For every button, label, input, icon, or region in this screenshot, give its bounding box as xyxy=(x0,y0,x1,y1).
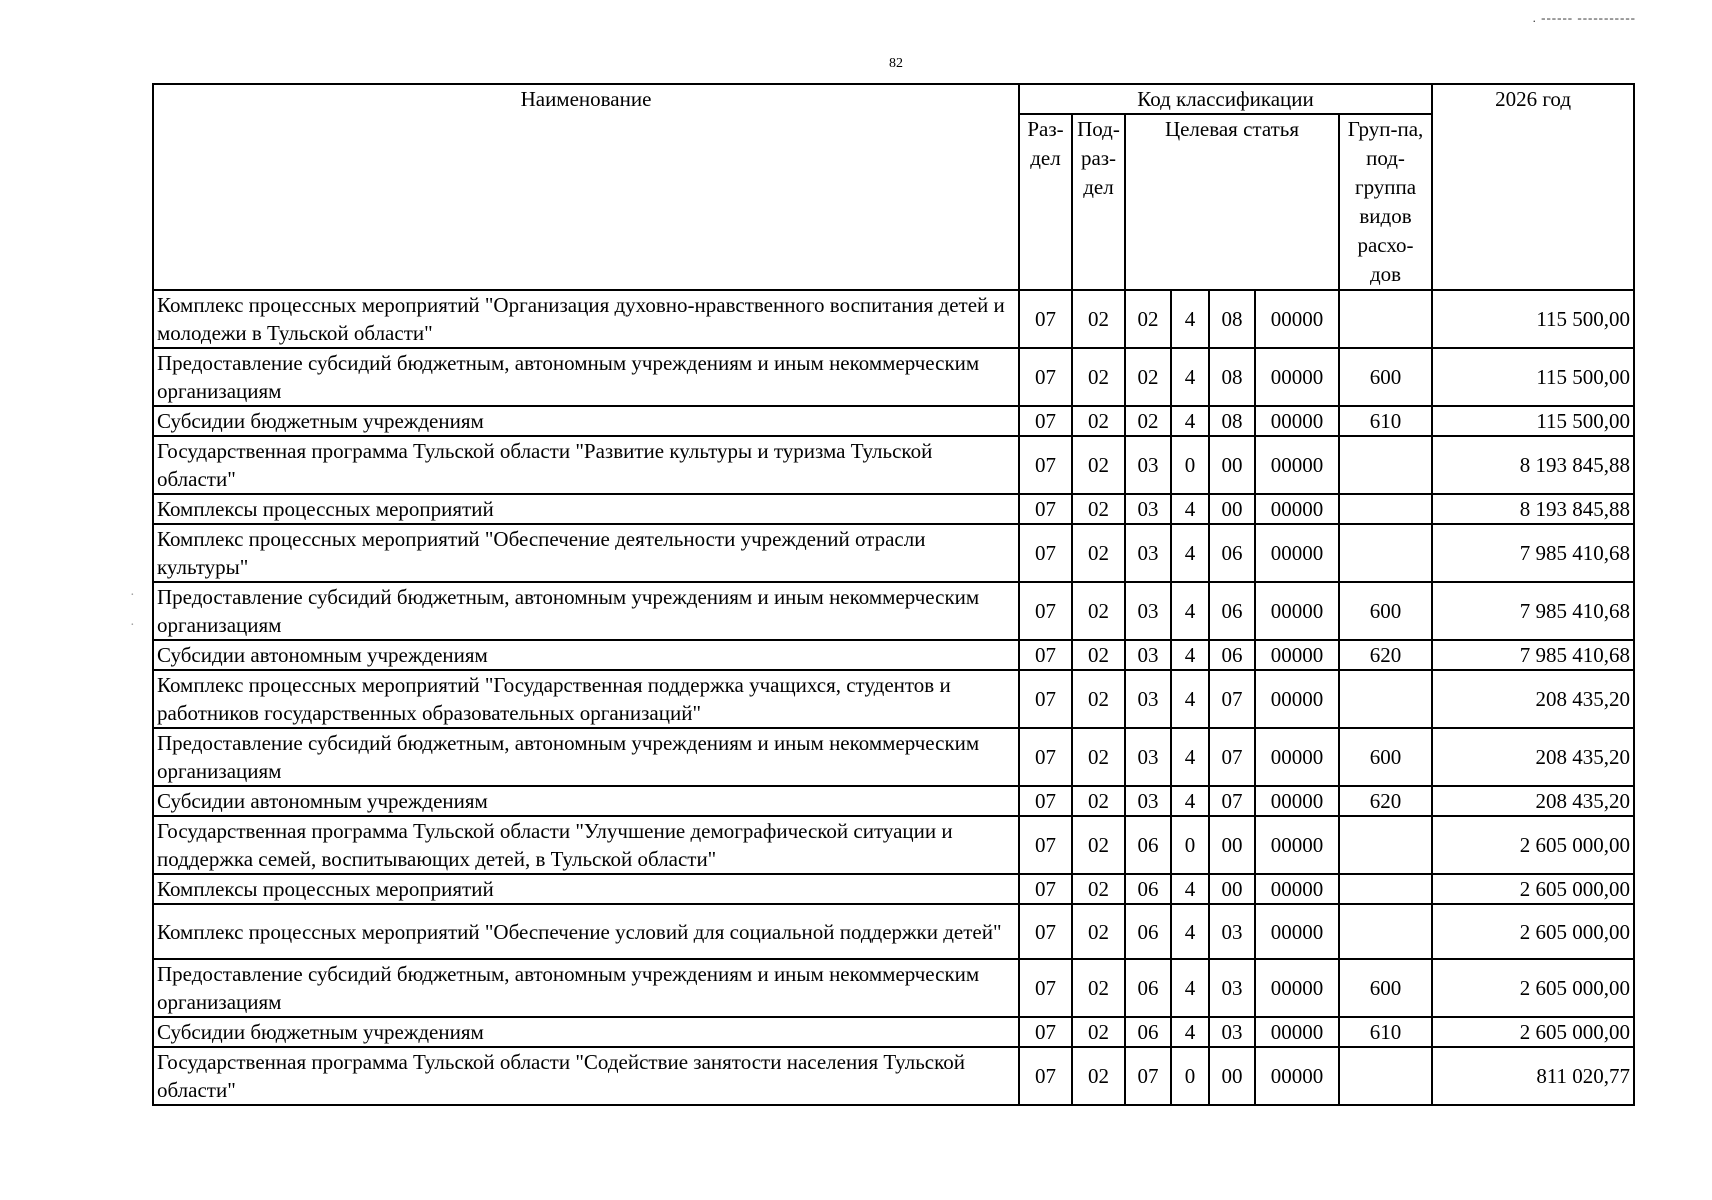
row-sum: 115 500,00 xyxy=(1432,406,1634,436)
row-sum: 115 500,00 xyxy=(1432,348,1634,406)
row-sum: 8 193 845,88 xyxy=(1432,494,1634,524)
table-row xyxy=(153,874,1634,904)
row-sum: 208 435,20 xyxy=(1432,786,1634,816)
header-classification: Код классификации xyxy=(1019,84,1432,114)
row-target-subprogram: 08 xyxy=(1209,406,1255,436)
header-target: Целевая статья xyxy=(1125,114,1339,290)
row-razdel: 07 xyxy=(1019,904,1072,959)
row-razdel: 07 xyxy=(1019,290,1072,348)
row-razdel: 07 xyxy=(1019,1047,1072,1105)
row-name: Предоставление субсидий бюджетным, автономным учреждениям и иным некоммерческим организациям xyxy=(153,582,1019,640)
row-group xyxy=(1339,874,1432,904)
row-name: Комплексы процессных мероприятий xyxy=(153,874,1019,904)
margin-mark: · xyxy=(130,588,135,603)
row-group: 610 xyxy=(1339,1017,1432,1047)
row-podrazdel: 02 xyxy=(1072,1047,1125,1105)
row-group xyxy=(1339,436,1432,494)
row-group xyxy=(1339,904,1432,959)
row-podrazdel: 02 xyxy=(1072,406,1125,436)
row-target-subprogram: 06 xyxy=(1209,524,1255,582)
row-group xyxy=(1339,670,1432,728)
row-target-program: 03 xyxy=(1125,786,1171,816)
margin-mark: · xyxy=(130,618,135,633)
table-row xyxy=(153,494,1634,524)
row-razdel: 07 xyxy=(1019,1017,1072,1047)
row-target-direction: 4 xyxy=(1171,582,1209,640)
row-target-code: 00000 xyxy=(1255,904,1339,959)
table-row xyxy=(153,1017,1634,1047)
row-name: Государственная программа Тульской области "Улучшение демографической ситуации и поддержка семей, воспитывающих детей, в Тульской области" xyxy=(153,816,1019,874)
row-target-code: 00000 xyxy=(1255,1047,1339,1105)
row-target-subprogram: 00 xyxy=(1209,436,1255,494)
row-target-code: 00000 xyxy=(1255,874,1339,904)
row-target-code: 00000 xyxy=(1255,816,1339,874)
row-name: Комплекс процессных мероприятий "Обеспечение деятельности учреждений отрасли культуры" xyxy=(153,524,1019,582)
row-target-direction: 4 xyxy=(1171,1017,1209,1047)
row-target-subprogram: 06 xyxy=(1209,582,1255,640)
row-razdel: 07 xyxy=(1019,816,1072,874)
header-year: 2026 год xyxy=(1432,84,1634,290)
row-target-direction: 4 xyxy=(1171,874,1209,904)
table-row xyxy=(153,436,1634,494)
row-razdel: 07 xyxy=(1019,640,1072,670)
row-sum: 115 500,00 xyxy=(1432,290,1634,348)
row-group: 610 xyxy=(1339,406,1432,436)
row-podrazdel: 02 xyxy=(1072,786,1125,816)
row-target-program: 03 xyxy=(1125,494,1171,524)
budget-table xyxy=(152,83,1635,1106)
row-target-code: 00000 xyxy=(1255,640,1339,670)
row-target-subprogram: 07 xyxy=(1209,728,1255,786)
row-target-program: 03 xyxy=(1125,728,1171,786)
row-sum: 811 020,77 xyxy=(1432,1047,1634,1105)
header-group: Груп-па, под-группа видов расхо-дов xyxy=(1339,114,1432,290)
row-razdel: 07 xyxy=(1019,406,1072,436)
table-row xyxy=(153,904,1634,959)
page-number: 82 xyxy=(889,56,903,71)
table-row xyxy=(153,670,1634,728)
row-target-code: 00000 xyxy=(1255,728,1339,786)
row-group xyxy=(1339,524,1432,582)
row-razdel: 07 xyxy=(1019,786,1072,816)
row-name: Комплексы процессных мероприятий xyxy=(153,494,1019,524)
row-sum: 2 605 000,00 xyxy=(1432,1017,1634,1047)
row-sum: 2 605 000,00 xyxy=(1432,874,1634,904)
row-target-subprogram: 03 xyxy=(1209,1017,1255,1047)
row-target-direction: 4 xyxy=(1171,904,1209,959)
row-name: Комплекс процессных мероприятий "Организация духовно-нравственного воспитания детей и молодежи в Тульской области" xyxy=(153,290,1019,348)
row-target-program: 03 xyxy=(1125,582,1171,640)
row-target-direction: 4 xyxy=(1171,786,1209,816)
row-target-direction: 4 xyxy=(1171,728,1209,786)
row-name: Субсидии автономным учреждениям xyxy=(153,786,1019,816)
table-row xyxy=(153,640,1634,670)
row-target-direction: 4 xyxy=(1171,290,1209,348)
row-target-code: 00000 xyxy=(1255,959,1339,1017)
row-target-direction: 4 xyxy=(1171,670,1209,728)
table-header xyxy=(153,84,1634,290)
row-group: 600 xyxy=(1339,348,1432,406)
row-target-direction: 4 xyxy=(1171,406,1209,436)
row-razdel: 07 xyxy=(1019,436,1072,494)
row-target-direction: 4 xyxy=(1171,348,1209,406)
row-target-program: 06 xyxy=(1125,959,1171,1017)
table-row xyxy=(153,582,1634,640)
row-razdel: 07 xyxy=(1019,670,1072,728)
row-group xyxy=(1339,1047,1432,1105)
row-group: 600 xyxy=(1339,728,1432,786)
row-target-program: 03 xyxy=(1125,524,1171,582)
row-target-subprogram: 07 xyxy=(1209,786,1255,816)
row-group: 600 xyxy=(1339,582,1432,640)
row-target-subprogram: 03 xyxy=(1209,904,1255,959)
row-group xyxy=(1339,290,1432,348)
row-sum: 7 985 410,68 xyxy=(1432,524,1634,582)
row-name: Субсидии бюджетным учреждениям xyxy=(153,406,1019,436)
row-razdel: 07 xyxy=(1019,728,1072,786)
row-target-code: 00000 xyxy=(1255,786,1339,816)
row-target-code: 00000 xyxy=(1255,524,1339,582)
row-name: Субсидии бюджетным учреждениям xyxy=(153,1017,1019,1047)
row-group: 620 xyxy=(1339,786,1432,816)
row-target-subprogram: 00 xyxy=(1209,1047,1255,1105)
row-target-program: 06 xyxy=(1125,904,1171,959)
row-razdel: 07 xyxy=(1019,494,1072,524)
row-target-subprogram: 07 xyxy=(1209,670,1255,728)
table-body xyxy=(153,290,1634,1105)
row-name: Предоставление субсидий бюджетным, автономным учреждениям и иным некоммерческим организациям xyxy=(153,348,1019,406)
row-podrazdel: 02 xyxy=(1072,524,1125,582)
row-razdel: 07 xyxy=(1019,524,1072,582)
table-row xyxy=(153,290,1634,348)
row-podrazdel: 02 xyxy=(1072,640,1125,670)
row-target-subprogram: 00 xyxy=(1209,494,1255,524)
row-target-direction: 4 xyxy=(1171,959,1209,1017)
row-target-direction: 4 xyxy=(1171,640,1209,670)
row-name: Комплекс процессных мероприятий "Обеспечение условий для социальной поддержки детей" xyxy=(153,904,1019,959)
row-target-subprogram: 03 xyxy=(1209,959,1255,1017)
row-podrazdel: 02 xyxy=(1072,494,1125,524)
row-sum: 2 605 000,00 xyxy=(1432,959,1634,1017)
table-row xyxy=(153,959,1634,1017)
row-target-program: 03 xyxy=(1125,640,1171,670)
row-group: 600 xyxy=(1339,959,1432,1017)
row-sum: 2 605 000,00 xyxy=(1432,904,1634,959)
row-target-program: 02 xyxy=(1125,348,1171,406)
row-name: Субсидии автономным учреждениям xyxy=(153,640,1019,670)
row-target-direction: 0 xyxy=(1171,1047,1209,1105)
row-target-code: 00000 xyxy=(1255,436,1339,494)
row-podrazdel: 02 xyxy=(1072,436,1125,494)
row-target-code: 00000 xyxy=(1255,406,1339,436)
row-target-code: 00000 xyxy=(1255,670,1339,728)
row-target-direction: 4 xyxy=(1171,494,1209,524)
row-razdel: 07 xyxy=(1019,874,1072,904)
row-sum: 7 985 410,68 xyxy=(1432,640,1634,670)
row-target-code: 00000 xyxy=(1255,582,1339,640)
row-razdel: 07 xyxy=(1019,348,1072,406)
row-podrazdel: 02 xyxy=(1072,670,1125,728)
row-group xyxy=(1339,816,1432,874)
row-target-code: 00000 xyxy=(1255,290,1339,348)
row-target-program: 03 xyxy=(1125,436,1171,494)
row-target-program: 02 xyxy=(1125,290,1171,348)
row-target-code: 00000 xyxy=(1255,348,1339,406)
row-group xyxy=(1339,494,1432,524)
row-target-direction: 0 xyxy=(1171,436,1209,494)
row-razdel: 07 xyxy=(1019,582,1072,640)
row-target-subprogram: 08 xyxy=(1209,348,1255,406)
row-sum: 8 193 845,88 xyxy=(1432,436,1634,494)
row-sum: 208 435,20 xyxy=(1432,728,1634,786)
row-podrazdel: 02 xyxy=(1072,816,1125,874)
row-target-program: 06 xyxy=(1125,816,1171,874)
row-target-direction: 4 xyxy=(1171,524,1209,582)
row-target-program: 02 xyxy=(1125,406,1171,436)
row-target-code: 00000 xyxy=(1255,1017,1339,1047)
row-target-direction: 0 xyxy=(1171,816,1209,874)
row-target-program: 06 xyxy=(1125,874,1171,904)
row-target-code: 00000 xyxy=(1255,494,1339,524)
table-row xyxy=(153,786,1634,816)
row-target-subprogram: 00 xyxy=(1209,874,1255,904)
row-podrazdel: 02 xyxy=(1072,904,1125,959)
header-razdel: Раз-дел xyxy=(1019,114,1072,290)
table-row xyxy=(153,348,1634,406)
row-name: Предоставление субсидий бюджетным, автономным учреждениям и иным некоммерческим организациям xyxy=(153,959,1019,1017)
row-target-subprogram: 06 xyxy=(1209,640,1255,670)
header-name: Наименование xyxy=(153,84,1019,290)
row-name: Предоставление субсидий бюджетным, автономным учреждениям и иным некоммерческим организациям xyxy=(153,728,1019,786)
row-sum: 208 435,20 xyxy=(1432,670,1634,728)
row-target-program: 07 xyxy=(1125,1047,1171,1105)
row-name: Государственная программа Тульской области "Содействие занятости населения Тульской области" xyxy=(153,1047,1019,1105)
row-podrazdel: 02 xyxy=(1072,348,1125,406)
row-podrazdel: 02 xyxy=(1072,290,1125,348)
table-row xyxy=(153,406,1634,436)
corner-marks: . ------ ----------- xyxy=(1532,10,1636,25)
row-sum: 2 605 000,00 xyxy=(1432,816,1634,874)
row-target-program: 06 xyxy=(1125,1017,1171,1047)
table-row xyxy=(153,1047,1634,1105)
row-podrazdel: 02 xyxy=(1072,874,1125,904)
row-podrazdel: 02 xyxy=(1072,1017,1125,1047)
table-row xyxy=(153,728,1634,786)
row-podrazdel: 02 xyxy=(1072,582,1125,640)
row-name: Государственная программа Тульской области "Развитие культуры и туризма Тульской области" xyxy=(153,436,1019,494)
row-target-program: 03 xyxy=(1125,670,1171,728)
table-row xyxy=(153,524,1634,582)
row-podrazdel: 02 xyxy=(1072,959,1125,1017)
row-podrazdel: 02 xyxy=(1072,728,1125,786)
table-row xyxy=(153,816,1634,874)
row-sum: 7 985 410,68 xyxy=(1432,582,1634,640)
row-target-subprogram: 00 xyxy=(1209,816,1255,874)
header-podrazdel: Под-раз-дел xyxy=(1072,114,1125,290)
row-razdel: 07 xyxy=(1019,959,1072,1017)
row-target-subprogram: 08 xyxy=(1209,290,1255,348)
row-group: 620 xyxy=(1339,640,1432,670)
row-name: Комплекс процессных мероприятий "Государственная поддержка учащихся, студентов и работников государственных образовательных организаций" xyxy=(153,670,1019,728)
